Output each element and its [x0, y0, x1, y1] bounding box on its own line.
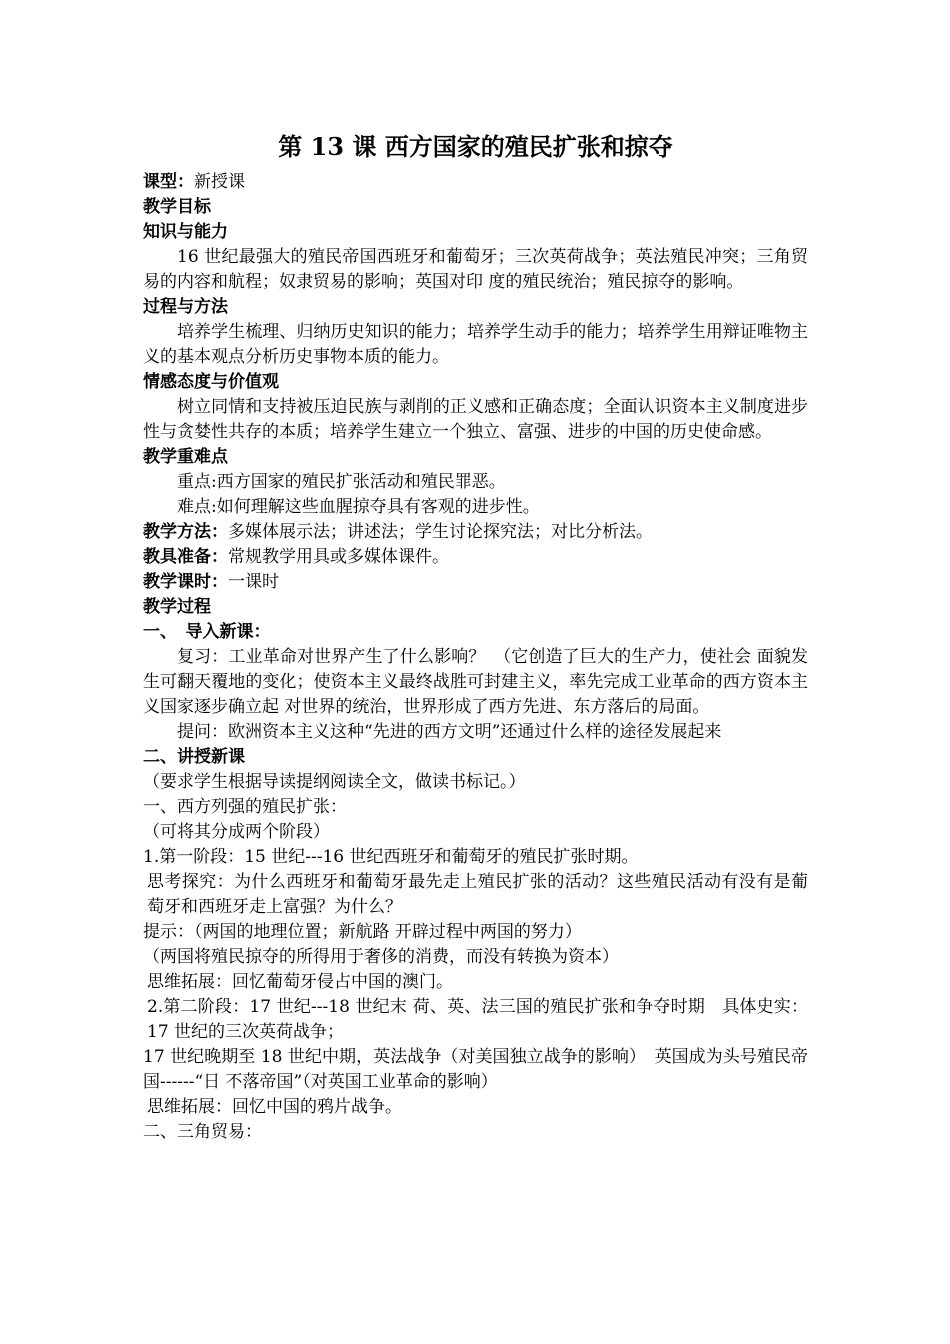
- objectives-heading: 教学目标: [143, 197, 211, 217]
- course-type-line: [143, 170, 808, 195]
- knowledge-text: 16 世纪最强大的殖民帝国西班牙和葡萄牙；三次英荷战争；英法殖民冲突；三角贸易的内容和航程；奴隶贸易的影响；英国对印 度的殖民统治；殖民掠夺的影响。: [143, 247, 808, 292]
- method-label: 教学方法：: [143, 522, 228, 542]
- review-text: 复习：工业革命对世界产生了什么影响？ （它创造了巨大的生产力，使社会 面貌发生可翻天覆地的变化；使资本主义最终战胜可封建主义，率先完成工业革命的西方资本主义国家逐步确立起 对世界的统治，世界形成了西方先进、东方落后的局面。: [143, 647, 808, 717]
- body-line: （可将其分成两个阶段）: [143, 822, 330, 842]
- method-value: 多媒体展示法；讲述法；学生讨论探究法；对比分析法。: [228, 522, 653, 542]
- tools-line: [143, 545, 808, 570]
- course-type-value: 新授课: [194, 172, 245, 192]
- body-line: 2.第二阶段：17 世纪---18 世纪末 荷、英、法三国的殖民扩张和争夺时期 具体史实：17 世纪的三次英荷战争；: [147, 997, 808, 1042]
- key-point: 重点:西方国家的殖民扩张活动和殖民罪恶。: [177, 472, 506, 492]
- body-line: 1.第一阶段：15 世纪---16 世纪西班牙和葡萄牙的殖民扩张时期。: [143, 847, 639, 867]
- emotion-text: 树立同情和支持被压迫民族与剥削的正义感和正确态度；全面认识资本主义制度进步性与贪婪性共存的本质；培养学生建立一个独立、富强、进步的中国的历史使命感。: [143, 397, 808, 442]
- tools-value: 常规教学用具或多媒体课件。: [228, 547, 449, 567]
- body-line: 二、三角贸易：: [143, 1122, 262, 1142]
- knowledge-heading: 知识与能力: [143, 222, 228, 242]
- difficult-point: 难点:如何理解这些血腥掠夺具有客观的进步性。: [177, 497, 540, 517]
- question-text: 提问：欧洲资本主义这种“先进的西方文明”还通过什么样的途径发展起来: [177, 722, 722, 742]
- method-line: [143, 520, 808, 545]
- key-points-heading: 教学重难点: [143, 447, 228, 467]
- process-main-heading: 教学过程: [143, 597, 211, 617]
- page-title: 第 13 课 西方国家的殖民扩张和掠夺: [278, 132, 673, 161]
- new-lesson-heading: 二、讲授新课: [143, 747, 245, 767]
- process-heading: 过程与方法: [143, 297, 228, 317]
- body-line: 思维拓展：回忆中国的鸦片战争。: [147, 1097, 402, 1117]
- tools-label: 教具准备：: [143, 547, 228, 567]
- body-line: 思考探究：为什么西班牙和葡萄牙最先走上殖民扩张的活动？这些殖民活动有没有是葡萄牙和西班牙走上富强？为什么？: [147, 872, 808, 917]
- process-text: 培养学生梳理、归纳历史知识的能力；培养学生动手的能力；培养学生用辩证唯物主义的基本观点分析历史事物本质的能力。: [143, 322, 808, 367]
- body-line: 思维拓展：回忆葡萄牙侵占中国的澳门。: [147, 972, 453, 992]
- document-page: [143, 130, 808, 1145]
- hours-line: [143, 570, 808, 595]
- intro-heading: 一、 导入新课：: [143, 622, 271, 642]
- body-line: 提示：（两国的地理位置；新航路 开辟过程中两国的努力）: [143, 922, 582, 942]
- emotion-heading: 情感态度与价值观: [143, 372, 279, 392]
- body-line: （要求学生根据导读提纲阅读全文，做读书标记。）: [143, 772, 526, 792]
- hours-label: 教学课时：: [143, 572, 228, 592]
- hours-value: 一课时: [228, 572, 279, 592]
- body-line: （两国将殖民掠夺的所得用于奢侈的消费，而没有转换为资本）: [143, 947, 619, 967]
- course-type-label: 课型：: [143, 172, 194, 192]
- body-line: 一、西方列强的殖民扩张：: [143, 797, 347, 817]
- body-line: 17 世纪晚期至 18 世纪中期，英法战争（对美国独立战争的影响） 英国成为头号殖民帝国------“日 不落帝国”（对英国工业革命的影响）: [143, 1047, 808, 1092]
